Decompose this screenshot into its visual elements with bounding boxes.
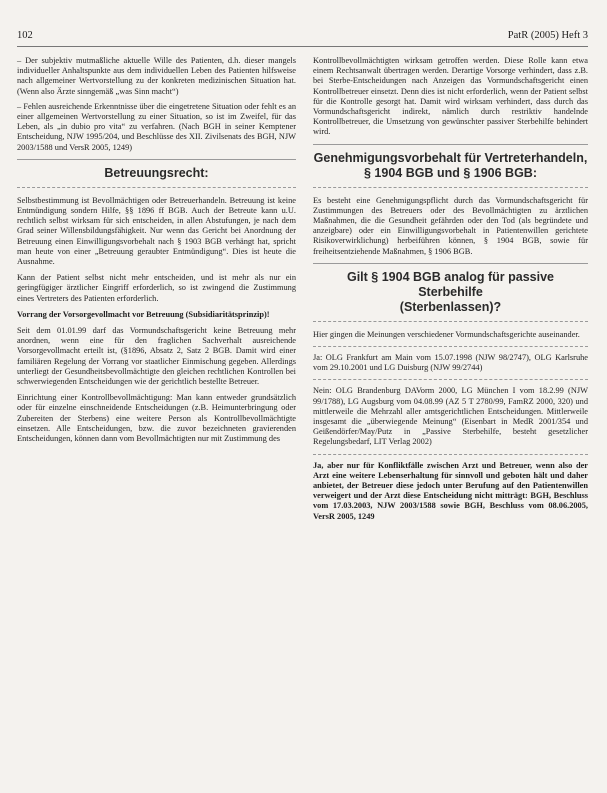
right-column xyxy=(313,56,588,528)
heading-line-2: (Sterbenlassen)? xyxy=(399,299,502,314)
paragraph-divider xyxy=(313,346,588,347)
paragraph-kontrollbevollmaechtigung: Einrichtung einer Kontrollbevollmächtigung: Man kann entweder grundsätzlich oder für einzelne einschneidende Entscheidungen (z.B. Heimunterbringung oder Zubereiten der Sterbens) eine weitere Person als Kontrollbevollmächtigte einsetzen. Alle Entscheidungen, bzw. die zuvor bezeichneten gravierenden Entscheidungen, können dann vom Bevollmächtigten nur mit Zustimmung des xyxy=(17,393,296,444)
page-header xyxy=(17,27,588,41)
section-heading-passive-sterbehilfe xyxy=(313,264,588,321)
paragraph-seit-1999: Seit dem 01.01.99 darf das Vormundschaftsgericht keine Betreuung mehr anordnen, wenn eine für den fraglichen Sachverhalt ausreichende Vorsorgevollmacht erteilt ist, (§1896, Absatz 2, Satz 2 BGB. Damit wird einer familiären Regelung der Vorrang vor staatlicher Einmischung gegeben. Allerdings unterliegt der Gesundheitsbevollmächtigte den gleichen rechtlichen Kontrollen bei schwerwiegenden Entscheidungen wie der gerichtlich bestellte Betreuer. xyxy=(17,326,296,387)
header-rule xyxy=(17,46,588,47)
paragraph-kontrollbevollmaechtigte-cont: Kontrollbevollmächtigten wirksam getroffen werden. Diese Rolle kann etwa einem Rechtsanwalt übertragen werden. Derartige Vorsorge verhindert, dass z.B. bei Sterbe-Entscheidungen nach Anzeigen das Vormundschaftsgericht einen Kontrollbetreuer einsetzt. Denn dies ist nicht erforderlich, wenn der Patient selbst für die Kontrolle gesorgt hat. Damit wird wirksam verhindert, dass durch das Vormundschaftsgericht indirekt, nämlich durch restriktiv handelnde Kontrollbetreuer, die Umsetzung von gewünschter passiver Sterbehilfe behindert wird. xyxy=(313,56,588,137)
paragraph-nein-olg: Nein: OLG Brandenburg DAVorm 2000, LG München I vom 18.2.99 (NJW 99/1788), LG Augsburg vom 04.08.99 (AZ 5 T 2780/99, FamRZ 2000, 320) und mittlerweile die Mehrzahl aller amtsgerichtlichen Entscheidungen. Mittlerweile insgesamt die „überwiegende Meinung“ (Eisenbart in MedR 2001/354 und Geißendörfer/May/Putz in „Passive Sterbehilfe, besteht gesetzlicher Regelungsbedarf, LIT Verlag 2002) xyxy=(313,386,588,447)
heading-rule-bottom xyxy=(17,187,296,188)
heading-rule-bottom xyxy=(313,187,588,188)
paragraph-ja-olg: Ja: OLG Frankfurt am Main vom 15.07.1998 (NJW 98/2747), OLG Karlsruhe vom 29.10.2001 und LG Duisburg (NJW 99/2744) xyxy=(313,353,588,373)
paragraph-meinungen: Hier gingen die Meinungen verschiedener Vormundschaftsgerichte auseinander. xyxy=(313,329,580,339)
section-heading-genehmigungsvorbehalt xyxy=(313,145,588,187)
section-heading-betreuungsrecht-box xyxy=(17,159,296,188)
section-heading-betreuungsrecht: Betreuungsrecht: xyxy=(104,165,209,180)
journal-reference: PatR (2005) Heft 3 xyxy=(507,30,588,41)
paragraph-in-dubio-pro-vita: – Fehlen ausreichende Erkenntnisse über die eingetretene Situation oder fehlt es an einer allgemeinen Wertvorstellung zu einer Situation, so ist im Zweifel, für das Leben, als „in dubio pro vita“ zu verfahren. (Nach BGH in seiner Kemptener Entscheidung, NJW 1995/204, und Beschlüsse des XII. Zivilsenats des BGH, NJW 2003/1588 und VersR 2005, 1249) xyxy=(17,101,296,152)
paragraph-divider xyxy=(313,379,588,380)
heading-line-1: Gilt § 1904 BGB analog für passive Sterbehilfe xyxy=(346,269,555,299)
paragraph-vorrang-vorsorgevollmacht: Vorrang der Vorsorgevollmacht vor Betreuung (Subsidiaritätsprinzip)! xyxy=(17,309,270,319)
section-heading-passive-sterbehilfe-box xyxy=(313,263,588,322)
paragraph-divider xyxy=(313,454,588,455)
page-number: 102 xyxy=(17,30,33,41)
heading-line-2: § 1904 BGB und § 1906 BGB: xyxy=(364,165,537,180)
heading-line-1: Genehmigungsvorbehalt für Vertreterhandeln, xyxy=(313,150,588,165)
paragraph-ja-aber-bgh: Ja, aber nur für Konfliktfälle zwischen Arzt und Betreuer, wenn also der Arzt eine weitere Lebenserhaltung für sinnvoll und geboten hält und daher anbietet, der Betreuer diese jedoch unter Berufung auf den Patientenwillen verweigert und der Arzt diese Entscheidung nicht mitträgt: BGH, Beschluss vom 17.03.2003, NJW 2003/1588 sowie BGH, Beschluss vom 08.06.2005, VersR 2005, 1249 xyxy=(313,460,588,521)
paragraph-subjective-will: – Der subjektiv mutmaßliche aktuelle Wille des Patienten, d.h. dieser mangels individueller Anhaltspunkte aus dem individuellen Leben des Patienten hilfsweise nach allgemeiner Wertvorstellung zu der konkreten medizinischen Situation hat. (Wenn also Ärzte sinngemäß „was Sinn macht“) xyxy=(17,56,296,96)
section-heading-genehmigung-box xyxy=(313,144,588,188)
heading-rule-bottom xyxy=(313,321,588,322)
paragraph-selbstbestimmung: Selbstbestimmung ist Bevollmächtigen oder Betreuerhandeln. Betreuung ist keine Entmündigung sondern Hilfe, §§ 1896 ff BGB. Auch der Betreute kann u.U. rechtlich selbst wirksam für sich entscheiden, in allen Abstufungen, je nach dem Grad seiner Willensbildungsfähigkeit. Nur wenn das Gericht bei Anordnung der Betreuung einen Einwilligungsvorbehalt nach § 1903 BGB verhängt hat, spricht man heute von einer „Betreuung geraubter Entmündigung“. Dies ist heute die Ausnahme. xyxy=(17,195,296,267)
left-column xyxy=(17,56,296,450)
paragraph-patient-cannot-decide: Kann der Patient selbst nicht mehr entscheiden, und ist mehr als nur ein geringfügiger ärztlicher Eingriff erforderlich, so ist zwingend die Zustimmung eines Vertreters des Patienten erforderlich. xyxy=(17,273,296,303)
paragraph-genehmigungspflicht: Es besteht eine Genehmigungspflicht durch das Vormundschaftsgericht für Zustimmungen des Betreuers oder des Bevollmächtigten zu ärztlichen Maßnahmen, die die Gesundheit gefährden oder den Tod (als begründete und anzeigbare) oder ein Einwilligungsvorbehalt in Patientenwillen gerichtete Risikoverwirklichung) herbeiführen können, § 1904 BGB, sowie für freiheitsentziehende Maßnahmen, § 1906 BGB. xyxy=(313,195,588,256)
